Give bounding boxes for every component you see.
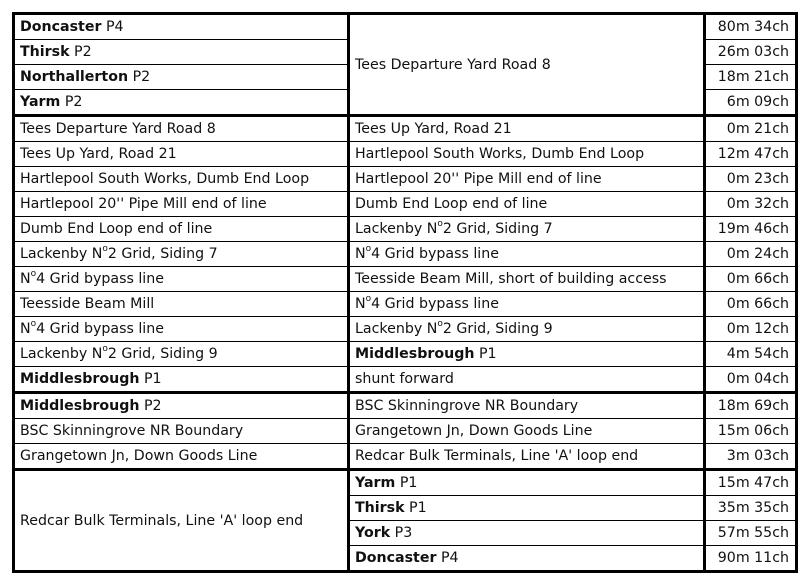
to-location-cell xyxy=(349,317,705,342)
to-location-cell xyxy=(349,419,705,444)
to-location-cell xyxy=(349,142,705,167)
table-row xyxy=(14,470,797,496)
location-text: Lackenby N xyxy=(355,221,438,237)
distance-cell: 15m 06ch xyxy=(705,419,797,444)
number-superscript: o xyxy=(437,219,443,230)
from-location-cell xyxy=(14,393,349,419)
number-superscript: o xyxy=(102,344,108,355)
to-location-cell xyxy=(349,217,705,242)
from-location-cell xyxy=(14,40,349,65)
to-location-cell xyxy=(349,14,705,116)
location-text: Hartlepool South Works, Dumb End Loop xyxy=(20,171,310,187)
from-location-cell xyxy=(14,242,349,267)
from-location-cell xyxy=(14,367,349,393)
distance-cell: 3m 03ch xyxy=(705,444,797,470)
location-text: N xyxy=(355,246,366,262)
distance-cell: 0m 23ch xyxy=(705,167,797,192)
location-suffix: P1 xyxy=(474,346,497,362)
location-text: Redcar Bulk Terminals, Line 'A' loop end xyxy=(20,512,304,529)
station-name: Middlesbrough xyxy=(20,371,140,387)
location-suffix: 2 Grid, Siding 7 xyxy=(107,246,218,262)
location-suffix: 2 Grid, Siding 9 xyxy=(442,321,553,337)
location-text: Grangetown Jn, Down Goods Line xyxy=(355,423,593,439)
location-text: Hartlepool South Works, Dumb End Loop xyxy=(355,146,645,162)
from-location-cell xyxy=(14,192,349,217)
location-suffix: P4 xyxy=(101,19,124,35)
location-text: Redcar Bulk Terminals, Line 'A' loop end xyxy=(355,448,639,464)
from-location-cell xyxy=(14,267,349,292)
route-mileage-table xyxy=(12,12,798,573)
location-text: Tees Departure Yard Road 8 xyxy=(20,121,216,137)
distance-cell: 19m 46ch xyxy=(705,217,797,242)
location-suffix: P2 xyxy=(128,69,151,85)
location-suffix: P2 xyxy=(69,44,92,60)
location-text: Tees Up Yard, Road 21 xyxy=(355,121,512,137)
distance-cell: 6m 09ch xyxy=(705,90,797,116)
distance-cell: 0m 66ch xyxy=(705,292,797,317)
distance-cell: 0m 66ch xyxy=(705,267,797,292)
location-text: BSC Skinningrove NR Boundary xyxy=(355,398,579,414)
station-name: Northallerton xyxy=(20,69,129,85)
location-suffix: 4 Grid bypass line xyxy=(36,271,164,287)
distance-cell: 80m 34ch xyxy=(705,14,797,40)
location-text: shunt forward xyxy=(355,371,454,387)
location-text: Lackenby N xyxy=(355,321,438,337)
table-row xyxy=(14,419,797,444)
distance-cell: 18m 21ch xyxy=(705,65,797,90)
number-superscript: o xyxy=(437,319,443,330)
to-location-cell xyxy=(349,393,705,419)
to-location-cell xyxy=(349,116,705,142)
distance-cell: 90m 11ch xyxy=(705,546,797,572)
distance-cell: 0m 24ch xyxy=(705,242,797,267)
from-location-cell xyxy=(14,65,349,90)
location-text: Lackenby N xyxy=(20,246,103,262)
location-suffix: P2 xyxy=(60,94,83,110)
table-row xyxy=(14,14,797,40)
table-row xyxy=(14,116,797,142)
location-text: Lackenby N xyxy=(20,346,103,362)
distance-cell: 57m 55ch xyxy=(705,521,797,546)
to-location-cell xyxy=(349,292,705,317)
distance-cell: 0m 32ch xyxy=(705,192,797,217)
table-row xyxy=(14,342,797,367)
to-location-cell xyxy=(349,546,705,572)
number-superscript: o xyxy=(102,244,108,255)
from-location-cell xyxy=(14,317,349,342)
location-text: Grangetown Jn, Down Goods Line xyxy=(20,448,258,464)
location-suffix: P1 xyxy=(404,500,427,516)
to-location-cell xyxy=(349,470,705,496)
table-row xyxy=(14,142,797,167)
location-suffix: P1 xyxy=(139,371,162,387)
location-suffix: 4 Grid bypass line xyxy=(371,296,499,312)
location-suffix: P1 xyxy=(395,475,418,491)
number-superscript: o xyxy=(365,294,372,305)
location-text: Teesside Beam Mill xyxy=(20,296,155,312)
station-name: Doncaster xyxy=(355,550,437,566)
table-row xyxy=(14,317,797,342)
table-row xyxy=(14,393,797,419)
station-name: Doncaster xyxy=(20,19,102,35)
table-row xyxy=(14,267,797,292)
to-location-cell xyxy=(349,444,705,470)
location-text: N xyxy=(20,271,31,287)
from-location-cell xyxy=(14,292,349,317)
to-location-cell xyxy=(349,267,705,292)
location-suffix: P4 xyxy=(436,550,459,566)
table-row xyxy=(14,192,797,217)
number-superscript: o xyxy=(30,269,37,280)
distance-cell: 0m 04ch xyxy=(705,367,797,393)
from-location-cell xyxy=(14,90,349,116)
table-row xyxy=(14,167,797,192)
number-superscript: o xyxy=(365,244,372,255)
from-location-cell xyxy=(14,444,349,470)
distance-cell: 35m 35ch xyxy=(705,496,797,521)
location-text: N xyxy=(355,296,366,312)
to-location-cell xyxy=(349,242,705,267)
location-suffix: 2 Grid, Siding 9 xyxy=(107,346,218,362)
station-name: York xyxy=(355,525,391,541)
location-suffix: 4 Grid bypass line xyxy=(36,321,164,337)
to-location-cell xyxy=(349,521,705,546)
location-text: BSC Skinningrove NR Boundary xyxy=(20,423,244,439)
location-text: Teesside Beam Mill, short of building access xyxy=(355,271,667,287)
distance-cell: 15m 47ch xyxy=(705,470,797,496)
location-suffix: 4 Grid bypass line xyxy=(371,246,499,262)
station-name: Thirsk xyxy=(355,500,405,516)
from-location-cell xyxy=(14,116,349,142)
from-location-cell xyxy=(14,217,349,242)
to-location-cell xyxy=(349,192,705,217)
to-location-cell xyxy=(349,496,705,521)
distance-cell: 26m 03ch xyxy=(705,40,797,65)
station-name: Yarm xyxy=(20,94,61,110)
from-location-cell xyxy=(14,14,349,40)
location-text: Hartlepool 20'' Pipe Mill end of line xyxy=(20,196,267,212)
location-suffix: 2 Grid, Siding 7 xyxy=(442,221,553,237)
distance-cell: 12m 47ch xyxy=(705,142,797,167)
location-text: N xyxy=(20,321,31,337)
table-row xyxy=(14,444,797,470)
location-text: Dumb End Loop end of line xyxy=(355,196,548,212)
location-text: Hartlepool 20'' Pipe Mill end of line xyxy=(355,171,602,187)
from-location-cell xyxy=(14,419,349,444)
to-location-cell xyxy=(349,167,705,192)
distance-cell: 0m 21ch xyxy=(705,116,797,142)
station-name: Middlesbrough xyxy=(355,346,475,362)
to-location-cell xyxy=(349,367,705,393)
location-text: Tees Departure Yard Road 8 xyxy=(355,56,551,73)
from-location-cell xyxy=(14,167,349,192)
location-suffix: P3 xyxy=(390,525,413,541)
distance-cell: 18m 69ch xyxy=(705,393,797,419)
distance-cell: 4m 54ch xyxy=(705,342,797,367)
to-location-cell xyxy=(349,342,705,367)
station-name: Middlesbrough xyxy=(20,398,140,414)
distance-cell: 0m 12ch xyxy=(705,317,797,342)
location-text: Dumb End Loop end of line xyxy=(20,221,213,237)
table-row xyxy=(14,242,797,267)
number-superscript: o xyxy=(30,319,37,330)
location-suffix: P2 xyxy=(139,398,162,414)
table-row xyxy=(14,367,797,393)
table-row xyxy=(14,217,797,242)
from-location-cell xyxy=(14,470,349,572)
from-location-cell xyxy=(14,142,349,167)
from-location-cell xyxy=(14,342,349,367)
station-name: Yarm xyxy=(355,475,396,491)
station-name: Thirsk xyxy=(20,44,70,60)
location-text: Tees Up Yard, Road 21 xyxy=(20,146,177,162)
table-row xyxy=(14,292,797,317)
